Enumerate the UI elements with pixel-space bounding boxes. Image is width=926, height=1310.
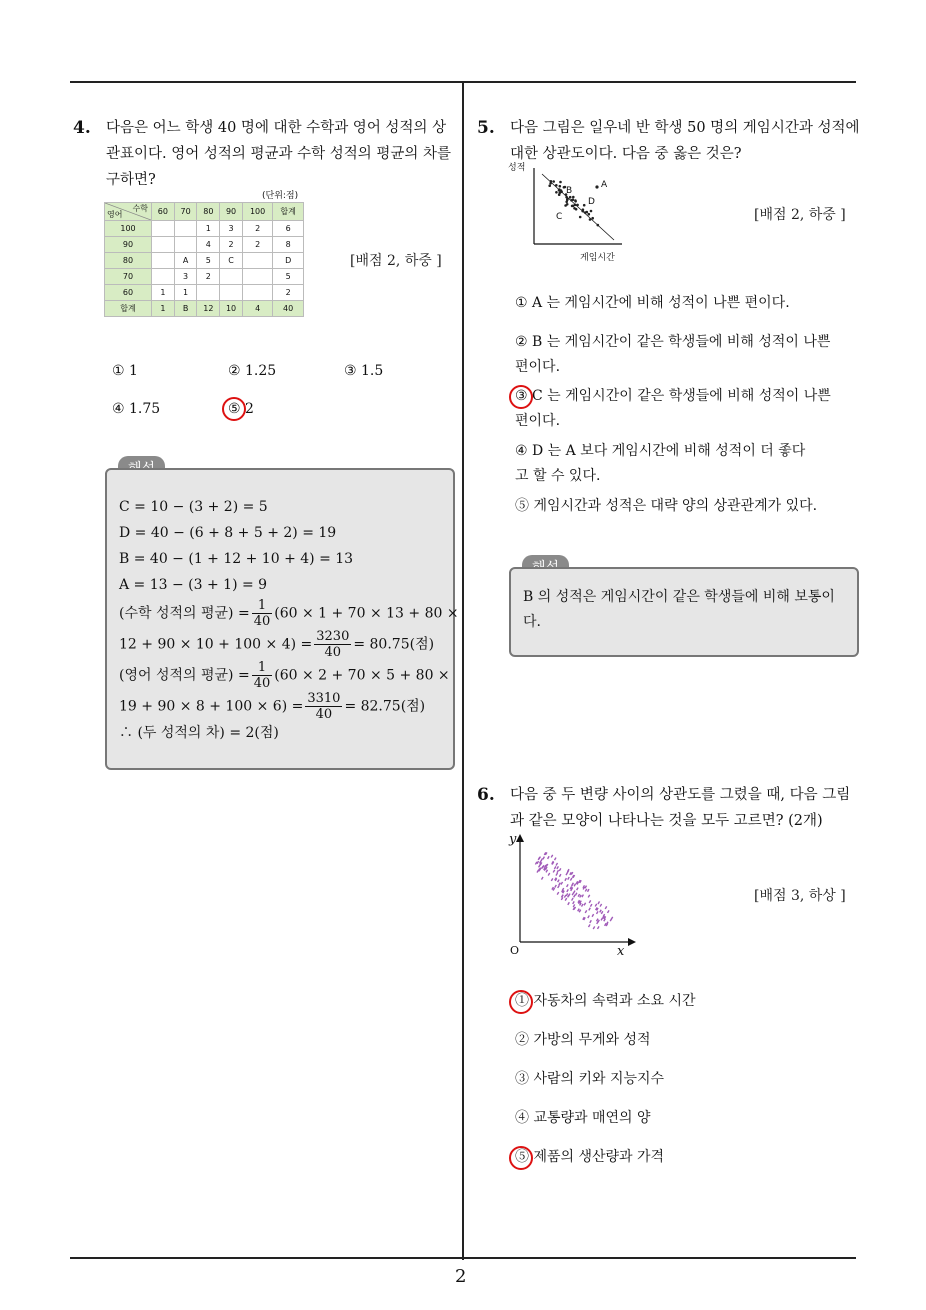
scatter-dot (593, 926, 596, 929)
scatter-dot (538, 864, 541, 867)
q6-answer-circle-2 (509, 1146, 533, 1170)
scatter-dot (588, 924, 591, 927)
scatter-dot (554, 885, 557, 888)
col-header: 60 (152, 203, 175, 221)
bottom-rule (70, 1257, 856, 1259)
scatter-dot (606, 921, 609, 924)
q5-text: 다음 그림은 일우네 반 학생 50 명의 게임시간과 성적에 대한 상관도이다. 다음 중 옳은 것은? (510, 120, 860, 162)
q6-answer-circle-1 (509, 990, 533, 1014)
scatter-dot (554, 866, 557, 869)
scatter-dot (572, 901, 575, 904)
scatter-dot (570, 199, 573, 202)
scatter-dot (548, 873, 551, 876)
scatter-dot (551, 878, 554, 881)
scatter-dot (560, 882, 563, 885)
scatter-dot (583, 204, 586, 207)
col-header: 70 (174, 203, 197, 221)
q6-plot-ylabel: y (509, 832, 517, 847)
scatter-dot (559, 868, 562, 871)
scatter-dot (571, 898, 574, 901)
table-cell: 2 (242, 237, 272, 253)
scatter-dot (576, 204, 579, 207)
scatter-dot (558, 193, 561, 196)
table-row (105, 285, 304, 301)
q5-point-label-a: A (601, 180, 608, 190)
expl-line: B = 40 − (1 + 12 + 10 + 4) = 13 (119, 551, 354, 567)
q6-option-2[interactable]: ② 가방의 무게와 성적 (515, 1032, 651, 1048)
scatter-dot (581, 904, 584, 907)
q4-answer-circle (222, 397, 246, 421)
q5-option-1[interactable]: ① A 는 게임시간에 비해 성적이 나쁜 편이다. (515, 295, 790, 311)
q4-option-4[interactable]: ④ 1.75 (112, 401, 161, 417)
q5-option-2[interactable]: ② B 는 게임시간이 같은 학생들에 비해 성적이 나쁜 편이다. (515, 334, 831, 375)
expl-line: A = 13 − (3 + 1) = 9 (119, 577, 268, 593)
scatter-dot (548, 184, 551, 187)
q4-option-5[interactable]: ⑤ 2 (228, 401, 254, 417)
q6-plot-origin: O (510, 944, 520, 957)
scatter-dot (556, 866, 559, 869)
scatter-dot (557, 892, 560, 895)
scatter-dot (567, 877, 570, 880)
scatter-dot (554, 857, 557, 860)
scatter-dot (588, 907, 591, 910)
row-header: 100 (105, 221, 152, 237)
table-cell: D (273, 253, 304, 269)
scatter-dot (566, 889, 569, 892)
scatter-dot (565, 872, 568, 875)
col-header: 100 (242, 203, 272, 221)
q6-text: 다음 중 두 변량 사이의 상관도를 그렸을 때, 다음 그림과 같은 모양이 나타나는 것을 모두 고르면? (2개) (510, 787, 851, 829)
scatter-dot (588, 895, 591, 898)
table-cell (152, 237, 175, 253)
table-cell (152, 253, 175, 269)
scatter-dot (581, 894, 584, 897)
scatter-dot (601, 911, 604, 914)
scatter-dot (597, 901, 600, 904)
scatter-dot (555, 184, 558, 187)
q4-number: 4. (73, 118, 91, 138)
expl-line: ∴ (두 성적의 차) = 2(점) (119, 725, 279, 741)
table-cell: 3 (174, 269, 197, 285)
scatter-dot (595, 904, 598, 907)
row-header: 60 (105, 285, 152, 301)
scatter-dot (545, 869, 548, 872)
q5-answer-circle (509, 385, 533, 409)
scatter-dot (582, 208, 585, 211)
table-cell (242, 285, 272, 301)
scatter-dot (597, 224, 600, 227)
expl-line: (수학 성적의 평균) = $\frac{1}{40}$ (60 × 1 + 70 × 13 + 80 × (119, 598, 459, 629)
scatter-dot (559, 874, 562, 877)
q6-meta: [배점 3, 하상 ] (754, 888, 846, 904)
q6-plot-xlabel: x (617, 944, 625, 959)
expl-line: 19 + 90 × 8 + 100 × 6) = $\frac{3310}{40}$ = 82.75(점) (119, 691, 426, 722)
scatter-dot (553, 870, 556, 873)
scatter-dot (566, 884, 569, 887)
scatter-dot (587, 915, 590, 918)
scatter-dot (541, 877, 544, 880)
scatter-dot (555, 873, 558, 876)
scatter-dot (573, 890, 576, 893)
row-header: 90 (105, 237, 152, 253)
table-cell: 1 (197, 221, 220, 237)
q5-scatter-plot (522, 160, 632, 260)
table-cell: 40 (273, 301, 304, 317)
table-cell (242, 253, 272, 269)
q6-option-3[interactable]: ③ 사람의 키와 지능지수 (515, 1071, 665, 1087)
scatter-dot (610, 918, 613, 921)
table-cell: 12 (197, 301, 220, 317)
q4-option-3[interactable]: ③ 1.5 (344, 363, 384, 379)
col-header: 합계 (273, 203, 304, 221)
scatter-dot (607, 910, 610, 913)
table-cell: 2 (197, 269, 220, 285)
table-cell (152, 269, 175, 285)
table-cell: 5 (197, 253, 220, 269)
expl-line: C = 10 − (3 + 2) = 5 (119, 499, 268, 515)
table-cell: 10 (220, 301, 243, 317)
scatter-dot (552, 180, 555, 183)
q6-option-4[interactable]: ④ 교통량과 매연의 양 (515, 1110, 651, 1126)
q4-meta: [배점 2, 하중 ] (350, 253, 442, 269)
scatter-dot (572, 205, 575, 208)
scatter-dot (575, 892, 578, 895)
column-divider (462, 81, 464, 1260)
q5-explanation-text: B 의 성적은 게임시간이 같은 학생들에 비해 보통이다. (523, 589, 835, 630)
scatter-dot (579, 216, 582, 219)
table-cell: A (174, 253, 197, 269)
q5-point-label-d: D (588, 197, 595, 207)
scatter-dot (569, 196, 572, 199)
scatter-dot (557, 879, 560, 882)
q5-option-4[interactable]: ④ D 는 A 보다 게임시간에 비해 성적이 더 좋다고 할 수 있다. (515, 443, 806, 484)
scatter-dot (584, 902, 587, 905)
q5-option-5[interactable]: ⑤ 게임시간과 성적은 대략 양의 상관관계가 있다. (515, 498, 818, 514)
scatter-dot (590, 210, 593, 213)
q5-point-label-c: C (556, 212, 563, 222)
table-row (105, 269, 304, 285)
table-cell: 1 (174, 285, 197, 301)
table-cell: 4 (242, 301, 272, 317)
scatter-dot (566, 199, 569, 202)
scatter-dot (566, 203, 569, 206)
col-header: 80 (197, 203, 220, 221)
q5-meta: [배점 2, 하중 ] (754, 207, 846, 223)
table-corner (105, 203, 152, 221)
q6-option-1[interactable]: ① 자동차의 속력과 소요 시간 (515, 993, 696, 1009)
q4-text: 다음은 어느 학생 40 명에 대한 수학과 영어 성적의 상관표이다. 영어 성적의 평균과 수학 성적의 평균의 차를 구하면? (106, 120, 452, 188)
table-cell: 1 (152, 285, 175, 301)
q5-option-3[interactable]: ③ C 는 게임시간이 같은 학생들에 비해 성적이 나쁜 편이다. (515, 388, 831, 429)
scatter-dot (570, 878, 573, 881)
q4-option-2[interactable]: ② 1.25 (228, 363, 277, 379)
scatter-dot (589, 218, 592, 221)
scatter-dot (567, 902, 570, 905)
table-cell (220, 269, 243, 285)
q5-plot-xlabel: 게임시간 (580, 253, 615, 263)
q6-option-5[interactable]: ⑤ 제품의 생산량과 가격 (515, 1149, 665, 1165)
table-cell (220, 285, 243, 301)
row-header: 합계 (105, 301, 152, 317)
scatter-dot (559, 185, 562, 188)
scatter-dot (586, 211, 589, 214)
scatter-dot (564, 878, 567, 881)
expl-line: D = 40 − (6 + 8 + 5 + 2) = 19 (119, 525, 337, 541)
q6-number: 6. (477, 785, 495, 805)
expl-line: 12 + 90 × 10 + 100 × 4) = $\frac{3230}{40}$ = 80.75(점) (119, 629, 435, 660)
table-cell: 2 (273, 285, 304, 301)
table-row (105, 221, 304, 237)
table-cell: B (174, 301, 197, 317)
table-cell: 8 (273, 237, 304, 253)
q6-scatter-plot (510, 832, 650, 952)
q4-explanation-box (105, 468, 459, 770)
q5-plot-ylabel: 성적 (508, 163, 526, 173)
scatter-dot (556, 870, 559, 873)
col-header: 90 (220, 203, 243, 221)
expl-line: (영어 성적의 평균) = $\frac{1}{40}$ (60 × 2 + 70 × 5 + 80 × (119, 660, 450, 691)
scatter-dot (567, 869, 570, 872)
scatter-dot (595, 185, 598, 188)
scatter-dot (574, 883, 577, 886)
q5-number: 5. (477, 118, 495, 138)
q5-explanation-box (509, 567, 859, 657)
table-row (105, 301, 304, 317)
table-cell: C (220, 253, 243, 269)
scatter-dot (551, 855, 554, 858)
scatter-dot (590, 904, 593, 907)
table-row (105, 237, 304, 253)
row-header: 70 (105, 269, 152, 285)
table-cell (174, 237, 197, 253)
table-cell: 3 (220, 221, 243, 237)
corner-top-label: 수학 (132, 204, 148, 213)
scatter-dot (599, 909, 602, 912)
page-number: 2 (455, 1266, 467, 1287)
table-cell: 2 (220, 237, 243, 253)
scatter-dot (560, 189, 563, 192)
scatter-dot (605, 906, 608, 909)
scatter-dot (559, 181, 562, 184)
table-cell: 6 (273, 221, 304, 237)
scatter-dot (596, 911, 599, 914)
scatter-dot (555, 191, 558, 194)
scatter-dot (549, 182, 552, 185)
scatter-dot (589, 900, 592, 903)
scatter-dot (591, 217, 594, 220)
scatter-dot (575, 208, 578, 211)
scatter-dot (540, 858, 543, 861)
table-cell: 4 (197, 237, 220, 253)
scatter-dot (572, 196, 575, 199)
row-header: 80 (105, 253, 152, 269)
scatter-dot (597, 926, 600, 929)
scatter-dot (558, 882, 561, 885)
scatter-dot (565, 898, 568, 901)
table-cell (152, 221, 175, 237)
table-cell: 5 (273, 269, 304, 285)
scatter-dot (589, 920, 592, 923)
scatter-dot (555, 863, 558, 866)
table-cell (197, 285, 220, 301)
scatter-dot (561, 897, 564, 900)
table-cell: 2 (242, 221, 272, 237)
q4-table-unit: (단위:점) (262, 191, 299, 201)
scatter-dot (588, 213, 591, 216)
scatter-dot (547, 856, 550, 859)
q4-option-1[interactable]: ① 1 (112, 363, 138, 379)
scatter-dot (600, 904, 603, 907)
table-cell: 1 (152, 301, 175, 317)
table-cell (174, 221, 197, 237)
scatter-dot (592, 914, 595, 917)
scatter-dot (574, 200, 577, 203)
q4-correlation-table (104, 202, 304, 317)
scatter-dot (576, 887, 579, 890)
table-cell (242, 269, 272, 285)
scatter-dot (585, 910, 588, 913)
corner-bottom-label: 영어 (107, 210, 123, 219)
table-row (105, 253, 304, 269)
q5-point-label-b: B (566, 186, 573, 196)
